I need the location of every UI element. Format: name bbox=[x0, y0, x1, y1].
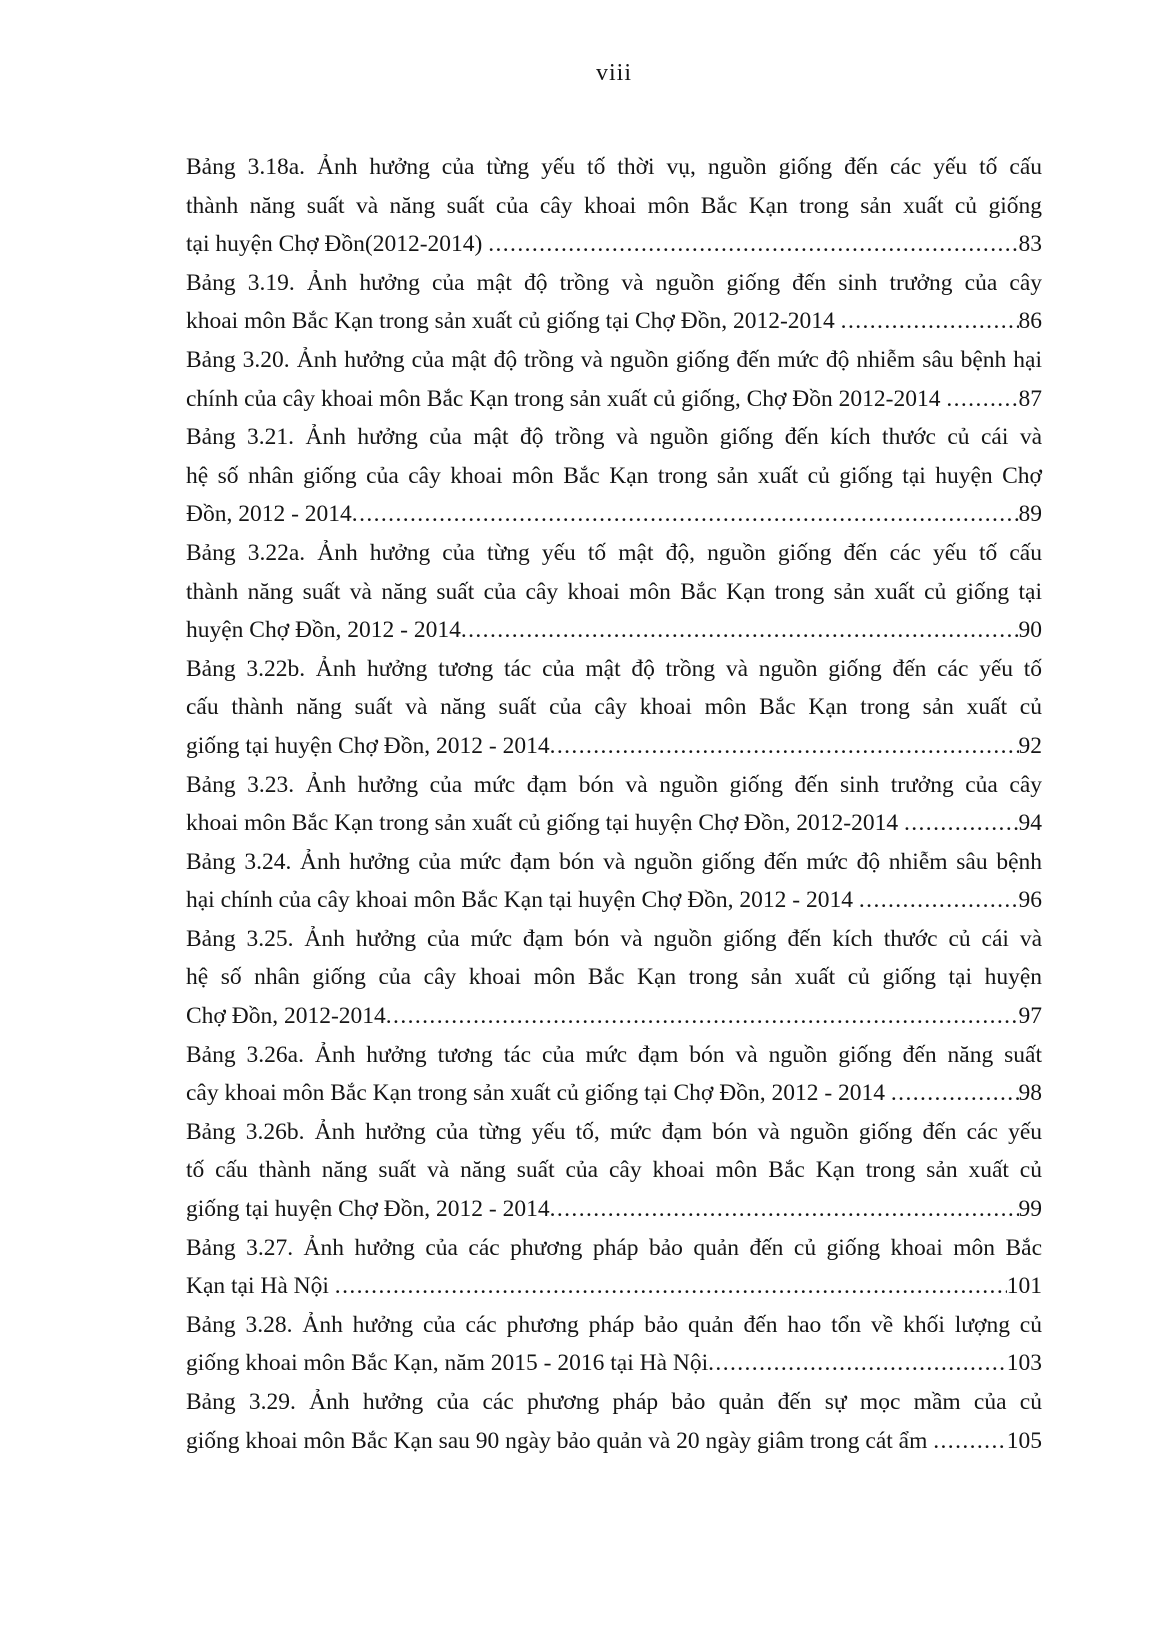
toc-entry-tail-text: Kạn tại Hà Nội bbox=[186, 1273, 335, 1300]
toc-entry bbox=[186, 1036, 1042, 1113]
page-ref: 97 bbox=[1018, 1003, 1042, 1030]
toc-entry-lastline bbox=[186, 1190, 1042, 1229]
toc-entry-line: Bảng 3.21. Ảnh hưởng của mật độ trồng và nguồn giống đến kích thước củ cái và bbox=[186, 424, 1042, 451]
toc-entry-lines bbox=[186, 418, 1042, 495]
page-ref: 101 bbox=[1006, 1273, 1042, 1300]
page-ref: 98 bbox=[1018, 1080, 1042, 1107]
toc-entry-tail-text: Đồn, 2012 - 2014 bbox=[186, 501, 352, 528]
toc-entry bbox=[186, 650, 1042, 766]
toc-entry-lines bbox=[186, 341, 1042, 380]
toc-entry-tail-text: khoai môn Bắc Kạn trong sản xuất củ giống tại Chợ Đồn, 2012-2014 bbox=[186, 308, 841, 335]
toc-entry-tail-text: hại chính của cây khoai môn Bắc Kạn tại huyện Chợ Đồn, 2012 - 2014 bbox=[186, 887, 859, 914]
toc-entry-line: Bảng 3.23. Ảnh hưởng của mức đạm bón và nguồn giống đến sinh trưởng của cây bbox=[186, 771, 1042, 798]
toc-entry-tail-text: cây khoai môn Bắc Kạn trong sản xuất củ giống tại Chợ Đồn, 2012 - 2014 bbox=[186, 1080, 891, 1107]
toc-entry-lines bbox=[186, 1036, 1042, 1075]
toc-entry-line: thành năng suất và năng suất của cây khoai môn Bắc Kạn trong sản xuất củ giống bbox=[186, 192, 1042, 219]
toc-entry-line: Bảng 3.27. Ảnh hưởng của các phương pháp bảo quản đến củ giống khoai môn Bắc bbox=[186, 1234, 1042, 1261]
toc-entry-lines bbox=[186, 1113, 1042, 1190]
toc-entry-lines bbox=[186, 650, 1042, 727]
toc-entry-tail-text: giống khoai môn Bắc Kạn, năm 2015 - 2016 tại Hà Nội bbox=[186, 1350, 709, 1377]
toc-entry-line: thành năng suất và năng suất của cây khoai môn Bắc Kạn trong sản xuất củ giống tại bbox=[186, 578, 1042, 605]
toc-entry-tail-text: tại huyện Chợ Đồn(2012-2014) bbox=[186, 231, 489, 258]
dot-leader bbox=[550, 1190, 1019, 1229]
toc-entry-lastline bbox=[186, 1074, 1042, 1113]
dot-leader bbox=[946, 380, 1018, 419]
toc-entry-line: hệ số nhân giống của cây khoai môn Bắc Kạn trong sản xuất củ giống tại huyện Chợ bbox=[186, 462, 1042, 489]
toc-entry bbox=[186, 766, 1042, 843]
toc-entry-lastline bbox=[186, 302, 1042, 341]
dot-leader bbox=[841, 302, 1019, 341]
toc-entry bbox=[186, 1113, 1042, 1229]
toc-entry-lines bbox=[186, 1229, 1042, 1268]
toc-entry-line: Bảng 3.18a. Ảnh hưởng của từng yếu tố thời vụ, nguồn giống đến các yếu tố cấu bbox=[186, 154, 1042, 180]
page-ref: 105 bbox=[1006, 1427, 1042, 1454]
toc-entry-line: Bảng 3.26b. Ảnh hưởng của từng yếu tố, mức đạm bón và nguồn giống đến các yếu bbox=[186, 1118, 1042, 1145]
page-number-label: viii bbox=[595, 60, 632, 86]
toc-entry-lastline bbox=[186, 1267, 1042, 1306]
toc-entry-lastline bbox=[186, 1422, 1042, 1461]
toc-entry-lastline bbox=[186, 727, 1042, 766]
dot-leader bbox=[891, 1074, 1019, 1113]
toc-entry-tail-text: huyện Chợ Đồn, 2012 - 2014 bbox=[186, 617, 461, 644]
toc-entry bbox=[186, 1306, 1042, 1383]
toc-list bbox=[186, 148, 1042, 1460]
page-ref: 83 bbox=[1018, 231, 1042, 258]
toc-entry-tail-text: giống tại huyện Chợ Đồn, 2012 - 2014 bbox=[186, 732, 550, 759]
toc-entry-line: Bảng 3.26a. Ảnh hưởng tương tác của mức đạm bón và nguồn giống đến năng suất bbox=[186, 1041, 1042, 1068]
toc-entry-line: Bảng 3.22b. Ảnh hưởng tương tác của mật độ trồng và nguồn giống đến các yếu tố bbox=[186, 655, 1042, 682]
toc-entry bbox=[186, 1229, 1042, 1306]
dot-leader bbox=[335, 1267, 1007, 1306]
toc-entry-lastline bbox=[186, 495, 1042, 534]
toc-entry bbox=[186, 418, 1042, 534]
dot-leader bbox=[386, 997, 1019, 1036]
toc-entry bbox=[186, 148, 1042, 264]
toc-entry-lines bbox=[186, 843, 1042, 882]
dot-leader bbox=[488, 225, 1018, 264]
toc-entry-line: Bảng 3.19. Ảnh hưởng của mật độ trồng và nguồn giống đến sinh trưởng của cây bbox=[186, 269, 1042, 296]
toc-entry-line: Bảng 3.28. Ảnh hưởng của các phương pháp bảo quản đến hao tổn về khối lượng củ bbox=[186, 1311, 1042, 1338]
toc-entry-lines bbox=[186, 534, 1042, 611]
toc-entry-lastline bbox=[186, 804, 1042, 843]
toc-entry-lastline bbox=[186, 225, 1042, 264]
page-ref: 87 bbox=[1018, 385, 1042, 412]
toc-entry-lines bbox=[186, 1383, 1042, 1422]
dot-leader bbox=[859, 881, 1019, 920]
toc-entry-line: Bảng 3.25. Ảnh hưởng của mức đạm bón và nguồn giống đến kích thước củ cái và bbox=[186, 925, 1042, 952]
toc-entry-lines bbox=[186, 148, 1042, 225]
page-ref: 96 bbox=[1018, 887, 1042, 914]
toc-entry-tail-text: Chợ Đồn, 2012-2014 bbox=[186, 1003, 386, 1030]
toc-entry-lines bbox=[186, 264, 1042, 303]
dot-leader bbox=[461, 611, 1019, 650]
toc-entry-line: Bảng 3.24. Ảnh hưởng của mức đạm bón và nguồn giống đến mức độ nhiễm sâu bệnh bbox=[186, 848, 1042, 875]
toc-entry-line: hệ số nhân giống của cây khoai môn Bắc Kạn trong sản xuất củ giống tại huyện bbox=[186, 964, 1042, 991]
toc-entry-lastline bbox=[186, 1344, 1042, 1383]
toc-entry-lastline bbox=[186, 997, 1042, 1036]
toc-entry bbox=[186, 920, 1042, 1036]
toc-entry bbox=[186, 1383, 1042, 1460]
page-ref: 99 bbox=[1018, 1196, 1042, 1223]
page-ref: 103 bbox=[1006, 1350, 1042, 1377]
toc-entry-tail-text: khoai môn Bắc Kạn trong sản xuất củ giống tại huyện Chợ Đồn, 2012-2014 bbox=[186, 810, 904, 837]
page-ref: 92 bbox=[1018, 732, 1042, 759]
toc-entry-tail-text: giống khoai môn Bắc Kạn sau 90 ngày bảo quản và 20 ngày giâm trong cát ẩm bbox=[186, 1427, 934, 1454]
toc-entry-lastline bbox=[186, 881, 1042, 920]
toc-entry-lastline bbox=[186, 380, 1042, 419]
toc-entry-line: Bảng 3.20. Ảnh hưởng của mật độ trồng và nguồn giống đến mức độ nhiễm sâu bệnh hại bbox=[186, 346, 1042, 373]
page-ref: 94 bbox=[1018, 810, 1042, 837]
page-ref: 90 bbox=[1018, 617, 1042, 644]
toc-entry-tail-text: chính của cây khoai môn Bắc Kạn trong sản xuất củ giống, Chợ Đồn 2012-2014 bbox=[186, 385, 947, 412]
toc-entry-tail-text: giống tại huyện Chợ Đồn, 2012 - 2014 bbox=[186, 1196, 550, 1223]
toc-entry-line: cấu thành năng suất và năng suất của cây khoai môn Bắc Kạn trong sản xuất củ bbox=[186, 694, 1042, 721]
dot-leader bbox=[352, 495, 1019, 534]
page-ref: 89 bbox=[1018, 501, 1042, 528]
toc-entry-lastline bbox=[186, 611, 1042, 650]
toc-entry-line: Bảng 3.22a. Ảnh hưởng của từng yếu tố mật độ, nguồn giống đến các yếu tố cấu bbox=[186, 539, 1042, 566]
page-ref: 86 bbox=[1018, 308, 1042, 335]
toc-entry-lines bbox=[186, 920, 1042, 997]
toc-entry-line: Bảng 3.29. Ảnh hưởng của các phương pháp bảo quản đến sự mọc mầm của củ bbox=[186, 1389, 1042, 1415]
toc-entry bbox=[186, 341, 1042, 418]
toc-entry-lines bbox=[186, 1306, 1042, 1345]
toc-entry bbox=[186, 843, 1042, 920]
dot-leader bbox=[933, 1422, 1007, 1461]
toc-entry-line: tố cấu thành năng suất và năng suất của cây khoai môn Bắc Kạn trong sản xuất củ bbox=[186, 1157, 1042, 1184]
toc-entry-lines bbox=[186, 766, 1042, 805]
toc-entry bbox=[186, 264, 1042, 341]
dot-leader bbox=[904, 804, 1019, 843]
dot-leader bbox=[708, 1344, 1007, 1383]
toc-entry bbox=[186, 534, 1042, 650]
dot-leader bbox=[550, 727, 1019, 766]
